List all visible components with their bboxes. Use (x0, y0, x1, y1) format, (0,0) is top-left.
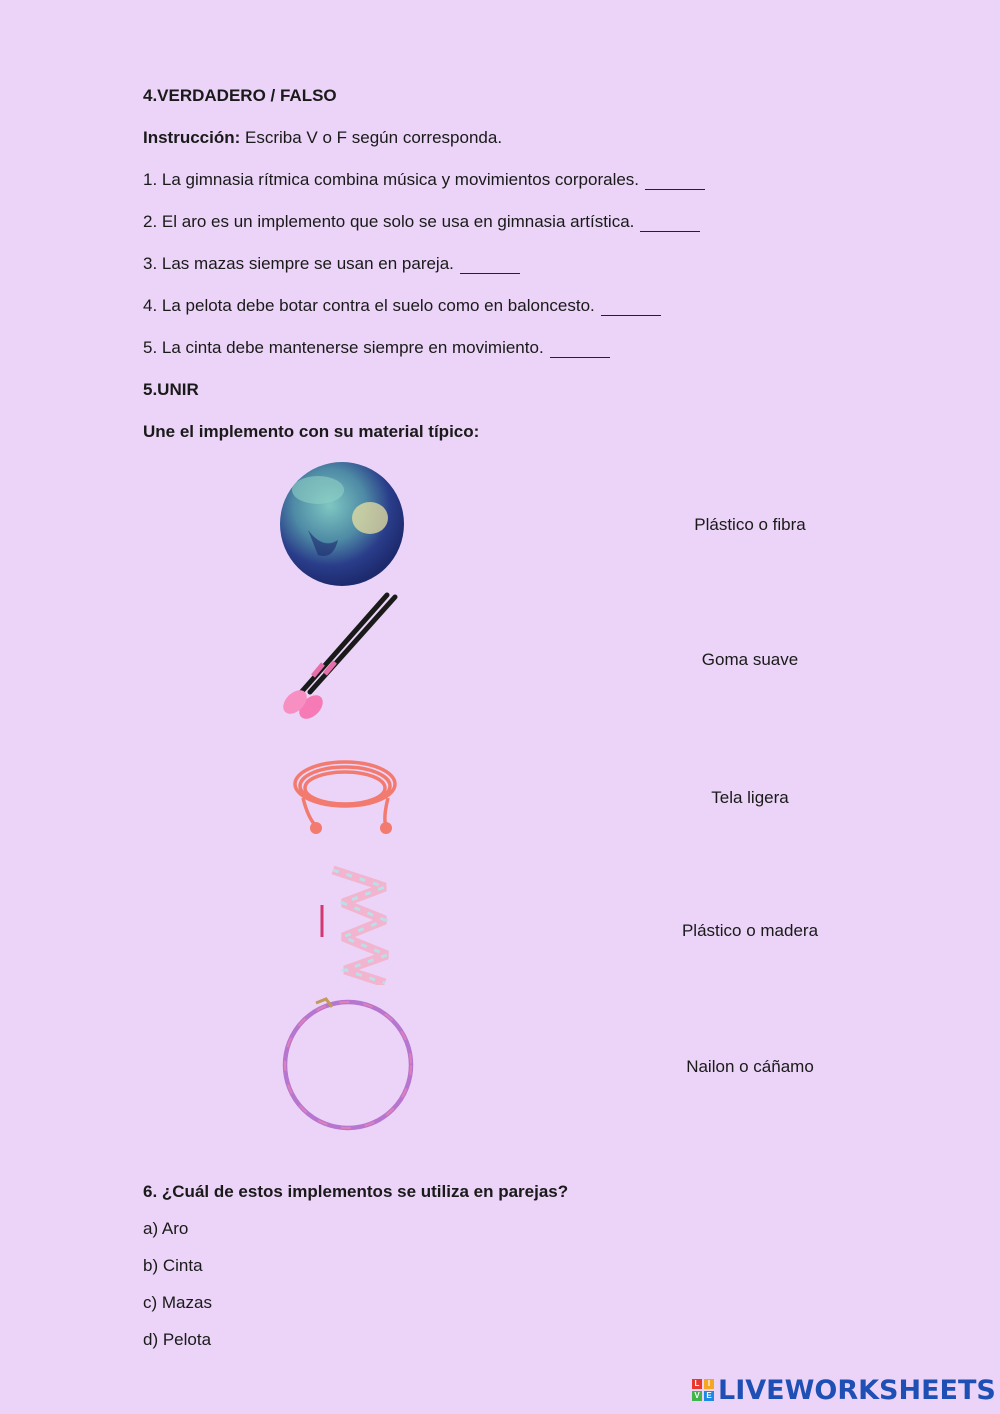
ball-highlight (352, 502, 388, 534)
option-b[interactable]: b) Cinta (143, 1256, 203, 1275)
logo-tile: E (704, 1391, 714, 1401)
hoop-image[interactable] (280, 995, 420, 1135)
rope-knot (380, 822, 392, 834)
section4-title: 4.VERDADERO / FALSO (143, 86, 337, 105)
material-4[interactable]: Plástico o madera (681, 921, 819, 940)
instruction-label: Instrucción: (143, 128, 241, 147)
section5-subtitle: Une el implemento con su material típico: (143, 422, 480, 441)
ribbon-image[interactable] (315, 865, 400, 985)
logo-tile: I (704, 1379, 714, 1389)
tf-item-1 (143, 169, 705, 191)
logo-mark (692, 1379, 714, 1401)
material-5[interactable]: Nailon o cáñamo (686, 1057, 814, 1076)
tf-answer-5[interactable] (550, 341, 610, 358)
material-2[interactable]: Goma suave (701, 650, 799, 669)
tf-item-text: 5. La cinta debe mantenerse siempre en movimiento. (143, 338, 544, 357)
tf-answer-3[interactable] (460, 257, 520, 274)
tf-item-5 (143, 337, 610, 359)
tf-answer-2[interactable] (640, 215, 700, 232)
material-3[interactable]: Tela ligera (711, 788, 789, 807)
club-stick (310, 597, 395, 692)
material-1[interactable]: Plástico o fibra (694, 515, 806, 534)
tf-answer-1[interactable] (645, 173, 705, 190)
option-a[interactable]: a) Aro (143, 1219, 189, 1238)
logo-text: LIVEWORKSHEETS (718, 1374, 996, 1406)
tf-item-3 (143, 253, 520, 275)
tf-item-4 (143, 295, 661, 317)
option-d[interactable]: d) Pelota (143, 1330, 212, 1349)
option-c[interactable]: c) Mazas (143, 1293, 212, 1312)
rope-image[interactable] (288, 756, 403, 838)
tf-item-2 (143, 211, 700, 233)
club-stick (297, 595, 387, 697)
instruction-text: Escriba V o F según corresponda. (240, 128, 503, 147)
hoop-pattern (285, 1002, 411, 1128)
rope-loop (305, 772, 385, 804)
logo-tile: V (692, 1391, 702, 1401)
section6-question: 6. ¿Cuál de estos implementos se utiliza en parejas? (143, 1182, 569, 1201)
clubs-image[interactable] (275, 592, 410, 732)
liveworksheets-logo (692, 1374, 996, 1406)
tf-answer-4[interactable] (601, 299, 661, 316)
rope-knot (310, 822, 322, 834)
tf-item-text: 4. La pelota debe botar contra el suelo como en baloncesto. (143, 296, 595, 315)
tf-item-text: 3. Las mazas siempre se usan en pareja. (143, 254, 454, 273)
logo-tile: L (692, 1379, 702, 1389)
tf-item-text: 2. El aro es un implemento que solo se usa en gimnasia artística. (143, 212, 635, 231)
ball-highlight (292, 476, 344, 504)
rope-end (385, 798, 388, 826)
section5-title: 5.UNIR (143, 380, 199, 399)
tf-item-text: 1. La gimnasia rítmica combina música y movimientos corporales. (143, 170, 640, 189)
ball-image[interactable] (278, 460, 408, 590)
instruction (143, 127, 502, 149)
